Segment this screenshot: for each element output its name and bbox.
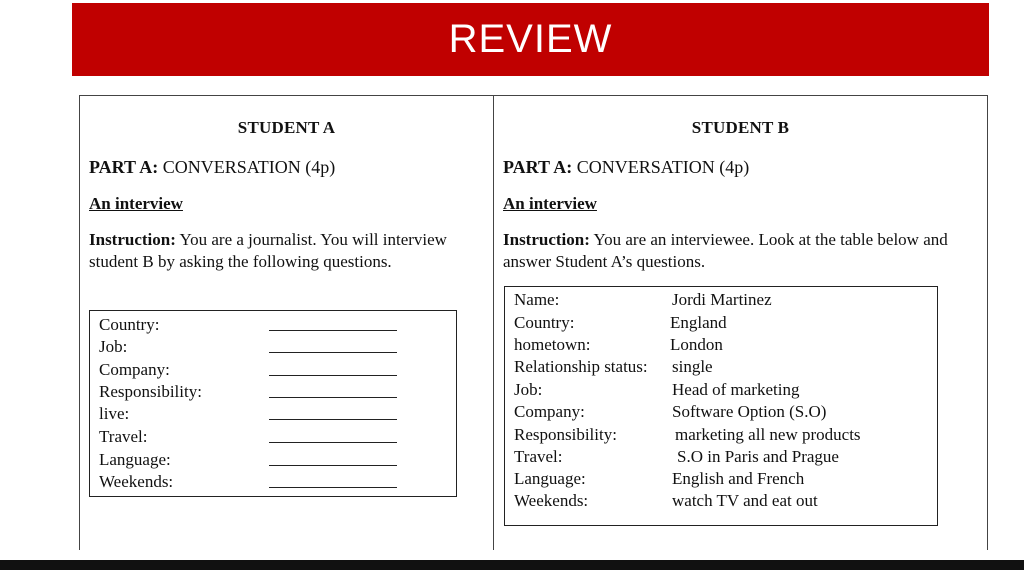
question-label: Job: <box>99 337 128 356</box>
profile-value: English and French <box>672 469 805 488</box>
question-label: Weekends: <box>99 472 174 491</box>
question-row <box>99 314 439 336</box>
profile-value: single <box>672 357 713 376</box>
answer-blank <box>269 352 397 353</box>
profile-box <box>504 286 938 526</box>
student-a-subtitle: An interview <box>89 194 183 213</box>
profile-value: Software Option (S.O) <box>672 402 827 421</box>
student-b-column <box>494 96 987 550</box>
profile-row <box>514 312 934 334</box>
answer-blank <box>269 375 397 376</box>
profile-label: Job: <box>514 380 543 399</box>
profile-label: Country: <box>514 313 575 332</box>
question-row <box>99 403 439 425</box>
profile-row <box>514 490 934 512</box>
profile-value: Head of marketing <box>672 380 800 399</box>
profile-label: Language: <box>514 469 586 488</box>
profile-row <box>514 401 934 423</box>
student-b-part-text: CONVERSATION (4p) <box>576 157 750 177</box>
student-a-heading: STUDENT A <box>237 118 336 137</box>
profile-value: marketing all new products <box>675 425 861 444</box>
question-row <box>99 426 439 448</box>
answer-blank <box>269 442 397 443</box>
profile-row <box>514 379 934 401</box>
answer-blank <box>269 487 397 488</box>
worksheet-table <box>79 95 988 550</box>
answer-blank <box>269 465 397 466</box>
profile-row <box>514 334 934 356</box>
student-b-part <box>503 157 749 178</box>
student-b-part-label: PART A: <box>503 157 573 177</box>
question-row <box>99 336 439 358</box>
student-b-instruction <box>503 229 973 273</box>
question-row <box>99 359 439 381</box>
profile-row <box>514 468 934 490</box>
student-b-subtitle: An interview <box>503 194 597 213</box>
question-label: Country: <box>99 315 160 334</box>
student-a-part-text: CONVERSATION (4p) <box>162 157 336 177</box>
student-b-instruction-label: Instruction: <box>503 230 590 249</box>
profile-label: Travel: <box>514 447 563 466</box>
answer-blank <box>269 419 397 420</box>
profile-label: Name: <box>514 290 560 309</box>
question-label: Company: <box>99 360 170 379</box>
profile-row <box>514 446 934 468</box>
question-box <box>89 310 457 497</box>
profile-value: England <box>670 313 727 332</box>
question-label: Travel: <box>99 427 148 446</box>
profile-value: S.O in Paris and Prague <box>677 447 839 466</box>
question-label: Language: <box>99 450 171 469</box>
answer-blank <box>269 330 397 331</box>
profile-row <box>514 356 934 378</box>
question-row <box>99 449 439 471</box>
profile-label: hometown: <box>514 335 591 354</box>
student-a-instruction <box>89 229 449 273</box>
banner-title: REVIEW <box>448 17 613 61</box>
profile-label: Responsibility: <box>514 425 617 444</box>
student-a-instruction-text: You are a journalist. You will interview student B by asking the following questions. <box>89 230 447 271</box>
question-row <box>99 471 439 493</box>
question-label: live: <box>99 404 130 423</box>
profile-value: London <box>670 335 723 354</box>
student-b-heading: STUDENT B <box>691 118 790 137</box>
review-banner <box>72 3 989 76</box>
profile-value: Jordi Martinez <box>672 290 772 309</box>
profile-label: Relationship status: <box>514 357 648 376</box>
question-row <box>99 381 439 403</box>
student-a-column <box>80 96 493 550</box>
profile-row <box>514 424 934 446</box>
profile-value: watch TV and eat out <box>672 491 818 510</box>
student-b-instruction-text: You are an interviewee. Look at the table below and answer Student A’s questions. <box>503 230 948 271</box>
student-a-part-label: PART A: <box>89 157 159 177</box>
answer-blank <box>269 397 397 398</box>
profile-label: Weekends: <box>514 491 589 510</box>
student-a-part <box>89 157 335 178</box>
profile-label: Company: <box>514 402 585 421</box>
profile-row <box>514 289 934 311</box>
question-label: Responsibility: <box>99 382 202 401</box>
student-a-instruction-label: Instruction: <box>89 230 176 249</box>
bottom-bar <box>0 560 1024 570</box>
